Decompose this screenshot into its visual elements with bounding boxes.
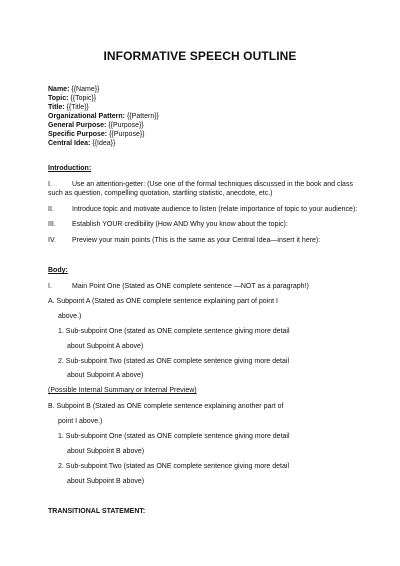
field-value: {{Pattern}} — [126, 113, 159, 120]
sub-subpoint-b-one: 1. Sub-subpoint One (stated as ONE complete sentence giving more detail — [58, 433, 290, 440]
main-point-number: I. — [48, 283, 52, 290]
field-label: Specific Purpose: — [48, 131, 108, 138]
sub-subpoint-a-two: 2. Sub-subpoint Two (stated as ONE complete sentence giving more detail — [58, 358, 289, 365]
intro-item-text-cont: such as question, compelling quotation, startling statistic, anecdote, etc.) — [48, 190, 273, 197]
intro-item-text: Use an attention-getter: (Use one of the formal techniques discussed in the book and class — [72, 181, 353, 188]
field-name — [48, 85, 99, 94]
intro-item-number: III. — [48, 221, 56, 228]
subpoint-a-cont: above.) — [58, 313, 82, 320]
intro-item-number: IV. — [48, 237, 56, 244]
sub-subpoint-a-one: 1. Sub-subpoint One (stated as ONE complete sentence giving more detail — [58, 328, 290, 335]
field-label: General Purpose: — [48, 122, 107, 129]
intro-item-text: Preview your main points (This is the same as your Central Idea—insert it here): — [72, 237, 321, 244]
field-label: Title: — [48, 104, 65, 111]
field-label: Topic: — [48, 95, 69, 102]
field-specific-purpose — [48, 130, 145, 139]
field-pattern — [48, 112, 159, 121]
field-value: {{Purpose}} — [109, 131, 145, 138]
intro-item-number: II. — [48, 206, 54, 213]
subpoint-b: B. Subpoint B (Stated as ONE complete sentence explaining another part of — [48, 403, 284, 410]
sub-subpoint-b-two: 2. Sub-subpoint Two (stated as ONE complete sentence giving more detail — [58, 463, 289, 470]
field-value: {{Topic}} — [70, 95, 97, 102]
body-heading: Body: — [48, 267, 68, 274]
field-label: Central Idea: — [48, 140, 91, 147]
field-value: {{Purpose}} — [108, 122, 144, 129]
field-general-purpose — [48, 121, 144, 130]
internal-summary: (Possible Internal Summary or Internal Preview) — [48, 387, 197, 394]
subpoint-b-cont: point I above.) — [58, 418, 103, 425]
field-value: {{Title}} — [66, 104, 89, 111]
field-value: {{Name}} — [71, 86, 100, 93]
main-point-text: Main Point One (Stated as ONE complete sentence —NOT as a paragraph!) — [72, 283, 309, 290]
field-value: {{Idea}} — [92, 140, 116, 147]
transitional-statement: TRANSITIONAL STATEMENT: — [48, 508, 146, 515]
field-central-idea — [48, 139, 115, 148]
intro-item-number: I. — [48, 181, 52, 188]
subpoint-a: A. Subpoint A (Stated as ONE complete sentence explaining part of point I — [48, 298, 278, 305]
sub-subpoint-b-two-cont: about Subpoint B above) — [67, 478, 145, 485]
document-title: INFORMATIVE SPEECH OUTLINE — [103, 49, 297, 63]
sub-subpoint-a-two-cont: about Subpoint A above) — [67, 372, 144, 379]
field-title — [48, 103, 89, 112]
intro-item-text: Introduce topic and motivate audience to listen (relate importance of topic to your audience): — [72, 206, 358, 213]
introduction-heading: Introduction: — [48, 165, 92, 172]
field-topic — [48, 94, 96, 103]
field-label: Organizational Pattern: — [48, 113, 126, 120]
sub-subpoint-a-one-cont: about Subpoint A above) — [67, 343, 144, 350]
field-label: Name: — [48, 86, 70, 93]
intro-item-text: Establish YOUR credibility (How AND Why you know about the topic): — [72, 221, 288, 228]
sub-subpoint-b-one-cont: about Subpoint B above) — [67, 448, 145, 455]
